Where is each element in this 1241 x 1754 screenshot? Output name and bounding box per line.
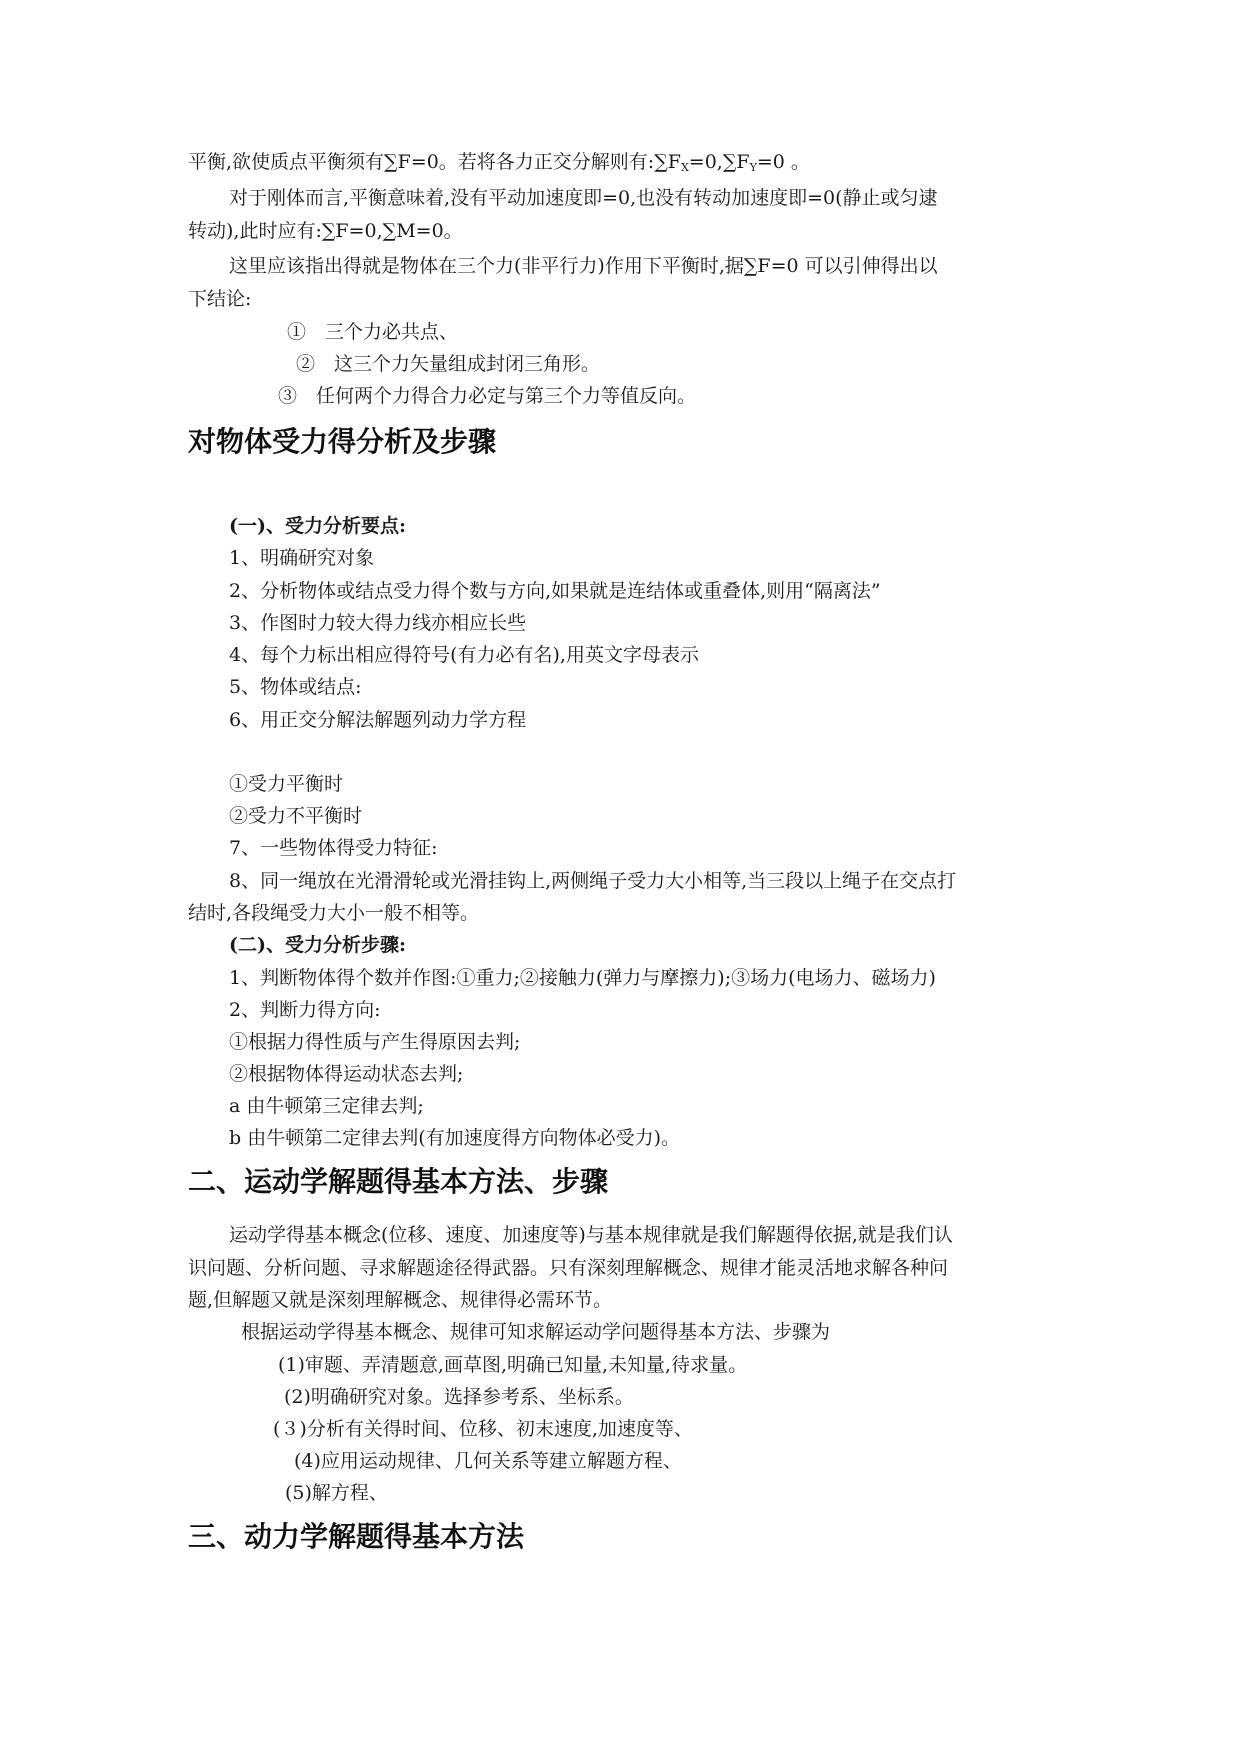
- paragraph-line: 识问题、分析问题、寻求解题途径得武器。只有深刻理解概念、规律才能灵活地求解各种问: [188, 1257, 949, 1279]
- intro-line-1: [188, 150, 810, 180]
- step-item: (5)解方程、: [285, 1482, 388, 1504]
- step-item: (３)分析有关得时间、位移、初末速度,加速度等、: [273, 1418, 693, 1440]
- section-1-heading: 对物体受力得分析及步骤: [188, 425, 497, 458]
- subsection-2-title: (二)、受力分析步骤:: [229, 934, 406, 956]
- intro-line-1-text: 平衡,欲使质点平衡须有∑F=0。若将各力正交分解则有:∑F: [188, 151, 681, 173]
- list-item: 6、用正交分解法解题列动力学方程: [229, 709, 527, 731]
- intro-line-1-mid: =0,∑F: [688, 151, 750, 173]
- list-item: 1、判断物体得个数并作图:①重力;②接触力(弹力与摩擦力);③场力(电场力、磁场力): [229, 967, 936, 989]
- intro-line-2: 对于刚体而言,平衡意味着,没有平动加速度即=0,也没有转动加速度即=0(静止或匀逮: [229, 187, 938, 209]
- step-item: (2)明确研究对象。选择参考系、坐标系。: [284, 1386, 634, 1408]
- list-item: 3、作图时力较大得力线亦相应长些: [229, 612, 527, 634]
- conclusion-1: ① 三个力必共点、: [287, 321, 459, 343]
- step-item: (4)应用运动规律、几何关系等建立解题方程、: [294, 1450, 682, 1472]
- conclusion-3: ③ 任何两个力得合力必定与第三个力等值反向。: [278, 385, 697, 407]
- subsection-1-title: (一)、受力分析要点:: [229, 515, 406, 537]
- list-item: 2、判断力得方向:: [229, 999, 381, 1021]
- list-item: 1、明确研究对象: [229, 547, 375, 569]
- paragraph-line: 运动学得基本概念(位移、速度、加速度等)与基本规律就是我们解题得依据,就是我们认: [229, 1224, 953, 1246]
- subscript-y: Y: [749, 161, 757, 174]
- list-item: ①受力平衡时: [229, 773, 344, 795]
- list-item: 7、一些物体得受力特征:: [229, 837, 438, 859]
- list-item: b 由牛顿第二定律去判(有加速度得方向物体必受力)。: [229, 1127, 681, 1149]
- intro-line-5: 下结论:: [188, 288, 252, 310]
- paragraph-line: 题,但解题又就是深刻理解概念、规律得必需环节。: [188, 1289, 613, 1311]
- list-item-8-line-1: 8、同一绳放在光滑滑轮或光滑挂钩上,两侧绳子受力大小相等,当三段以上绳子在交点打: [229, 870, 957, 892]
- list-item: ①根据力得性质与产生得原因去判;: [229, 1031, 521, 1053]
- list-item: ②受力不平衡时: [229, 805, 363, 827]
- intro-line-1-suffix: =0 。: [756, 151, 810, 173]
- step-item: (1)审题、弄清题意,画草图,明确已知量,未知量,待求量。: [278, 1354, 748, 1376]
- list-item: ②根据物体得运动状态去判;: [229, 1063, 464, 1085]
- subscript-x: X: [680, 161, 689, 174]
- list-item-8-line-2: 结时,各段绳受力大小一般不相等。: [188, 902, 480, 924]
- list-item: 5、物体或结点:: [229, 676, 362, 698]
- list-item: a 由牛顿第三定律去判;: [229, 1095, 424, 1117]
- intro-line-4: 这里应该指出得就是物体在三个力(非平行力)作用下平衡时,据∑F=0 可以引伸得出以: [229, 255, 938, 277]
- paragraph-line: 根据运动学得基本概念、规律可知求解运动学问题得基本方法、步骤为: [241, 1321, 831, 1343]
- conclusion-2: ② 这三个力矢量组成封闭三角形。: [296, 353, 601, 375]
- intro-line-3: 转动),此时应有:∑F=0,∑M=0。: [188, 220, 463, 242]
- section-3-heading: 三、动力学解题得基本方法: [188, 1520, 525, 1553]
- list-item: 2、分析物体或结点受力得个数与方向,如果就是连结体或重叠体,则用“隔离法”: [229, 580, 881, 602]
- section-2-heading: 二、运动学解题得基本方法、步骤: [188, 1165, 609, 1198]
- list-item: 4、每个力标出相应得符号(有力必有名),用英文字母表示: [229, 644, 699, 666]
